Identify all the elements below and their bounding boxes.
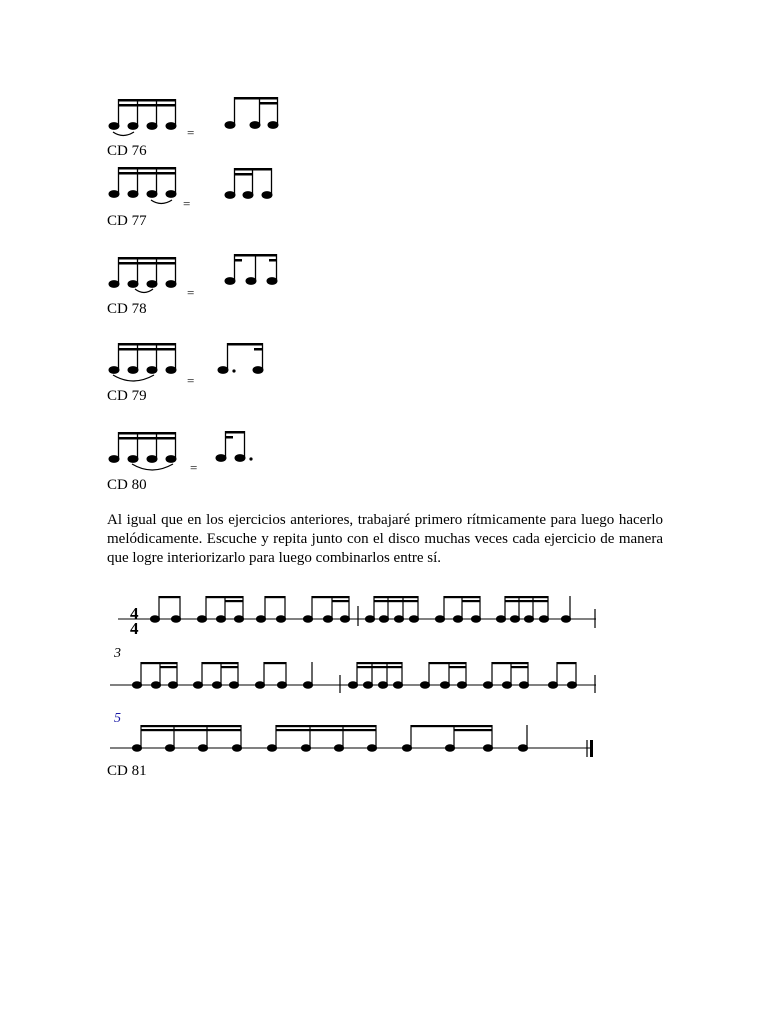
rhythm-cd80-left bbox=[105, 429, 185, 469]
equals-sign: = bbox=[187, 285, 195, 300]
equals-sign: = bbox=[187, 125, 195, 140]
measure-number: 3 bbox=[114, 646, 121, 661]
time-signature-top: 4 bbox=[130, 604, 139, 623]
score-system-3 bbox=[110, 720, 600, 760]
equals-sign: = bbox=[187, 373, 195, 388]
score-system-1 bbox=[118, 592, 608, 642]
rhythm-cd79-right bbox=[214, 340, 274, 380]
rhythm-cd78-left bbox=[105, 254, 185, 294]
score-label: CD 81 bbox=[107, 763, 147, 779]
rhythm-cd76-left bbox=[105, 96, 185, 136]
measure-number: 5 bbox=[114, 711, 121, 726]
equals-sign: = bbox=[183, 196, 191, 211]
exercise-label: CD 77 bbox=[107, 213, 147, 229]
rhythm-cd77-left bbox=[105, 164, 185, 204]
instructions-paragraph: Al igual que en los ejercicios anteriores, trabajaré primero rítmicamente para luego hacerlo melódicamente. Escuche y repita junto con el disco muchas veces cada ejercicio de manera que logre interiorizarlo para luego combinarlos entre sí. bbox=[107, 512, 663, 566]
equals-sign: = bbox=[190, 460, 198, 475]
exercise-label: CD 80 bbox=[107, 477, 147, 493]
exercise-label: CD 76 bbox=[107, 143, 147, 159]
exercise-label: CD 79 bbox=[107, 388, 147, 404]
rhythm-cd76-right bbox=[221, 94, 281, 134]
exercise-label: CD 78 bbox=[107, 301, 147, 317]
rhythm-cd77-right bbox=[221, 165, 281, 205]
rhythm-cd80-right bbox=[213, 428, 263, 468]
time-signature-bottom: 4 bbox=[130, 619, 139, 638]
score-system-2 bbox=[110, 657, 600, 697]
rhythm-cd79-left bbox=[105, 340, 185, 380]
rhythm-cd78-right bbox=[221, 251, 281, 291]
